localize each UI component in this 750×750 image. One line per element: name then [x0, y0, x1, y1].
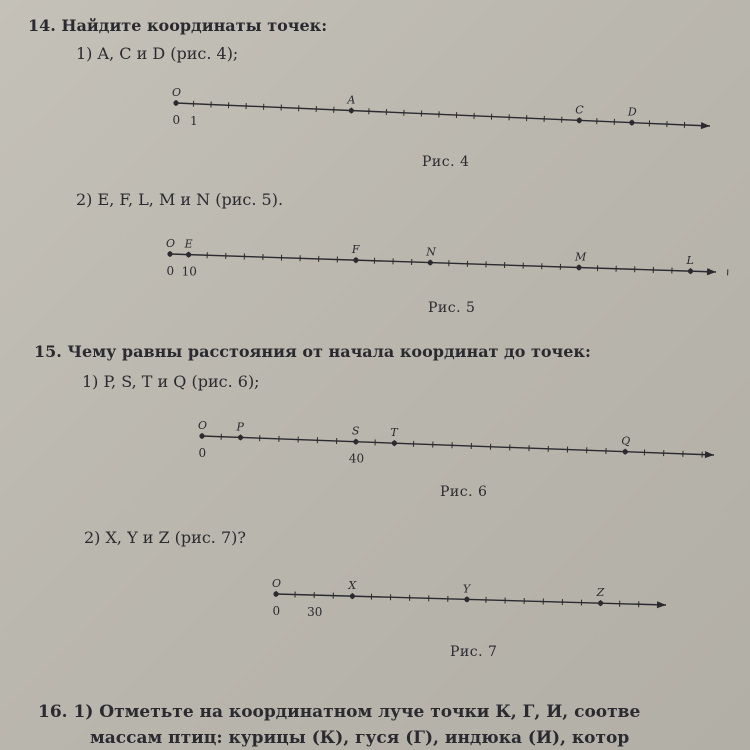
point-label-f: F — [351, 243, 360, 257]
point-label-t: T — [390, 426, 398, 440]
point-label-x: X — [348, 579, 357, 593]
number-label: 0 — [272, 604, 281, 618]
point-x — [350, 594, 355, 599]
figure-7-caption: Рис. 7 — [450, 644, 498, 660]
task-14-number: 14. — [28, 16, 56, 35]
origin-label: O — [166, 237, 176, 250]
task-16-line2: массам птиц: курицы (К), гуся (Г), индюка (И), котор — [90, 728, 630, 748]
point-label-e: E — [184, 237, 193, 251]
number-label: 40 — [348, 451, 365, 466]
task-15-title: Чему равны расстояния от начала координат до точек: — [67, 342, 591, 361]
point-y — [464, 597, 469, 602]
point-label-q: Q — [621, 434, 631, 448]
origin-label: O — [272, 577, 282, 590]
origin-point — [273, 591, 278, 596]
number-label: 0 — [172, 113, 181, 127]
figure-5-caption: Рис. 5 — [428, 300, 476, 316]
point-label-l: L — [686, 254, 694, 268]
point-label-c: C — [575, 103, 584, 117]
origin-label: O — [172, 86, 182, 99]
number-label: 30 — [307, 605, 323, 620]
number-label: 1 — [190, 113, 198, 128]
number-label: 0 — [166, 264, 175, 278]
number-label: 0 — [198, 446, 207, 460]
point-label-z: Z — [596, 586, 605, 600]
point-label-d: D — [627, 105, 637, 119]
number-label: 10 — [181, 264, 197, 279]
task-14-title: Найдите координаты точек: — [61, 16, 328, 35]
task-16-text: 1) Отметьте на координатном луче точки К, Г, И, соотве — [73, 702, 641, 722]
task-15-part2: 2) X, Y и Z (рис. 7)? — [84, 528, 246, 547]
point-label-p: P — [236, 420, 244, 434]
figure-4-caption: Рис. 4 — [422, 154, 470, 170]
point-label-a: A — [347, 93, 356, 107]
point-label-m: M — [574, 250, 587, 264]
task-14-part1: 1) A, C и D (рис. 4); — [76, 44, 239, 63]
point-label-n: N — [426, 245, 436, 259]
ray-arrowhead — [657, 601, 666, 608]
point-label-y: Y — [462, 582, 471, 596]
figure-6-caption: Рис. 6 — [440, 484, 488, 500]
point-z — [598, 601, 603, 606]
origin-label: O — [198, 419, 208, 432]
point-label-s: S — [351, 424, 360, 438]
task-16-number: 16. — [38, 702, 68, 722]
task-14-part2: 2) E, F, L, M и N (рис. 5). — [76, 190, 284, 209]
task-15-number: 15. — [34, 342, 62, 361]
task-16-line1 — [38, 702, 640, 722]
ray-line — [276, 594, 666, 605]
task-15-part1: 1) P, S, T и Q (рис. 6); — [82, 372, 260, 391]
